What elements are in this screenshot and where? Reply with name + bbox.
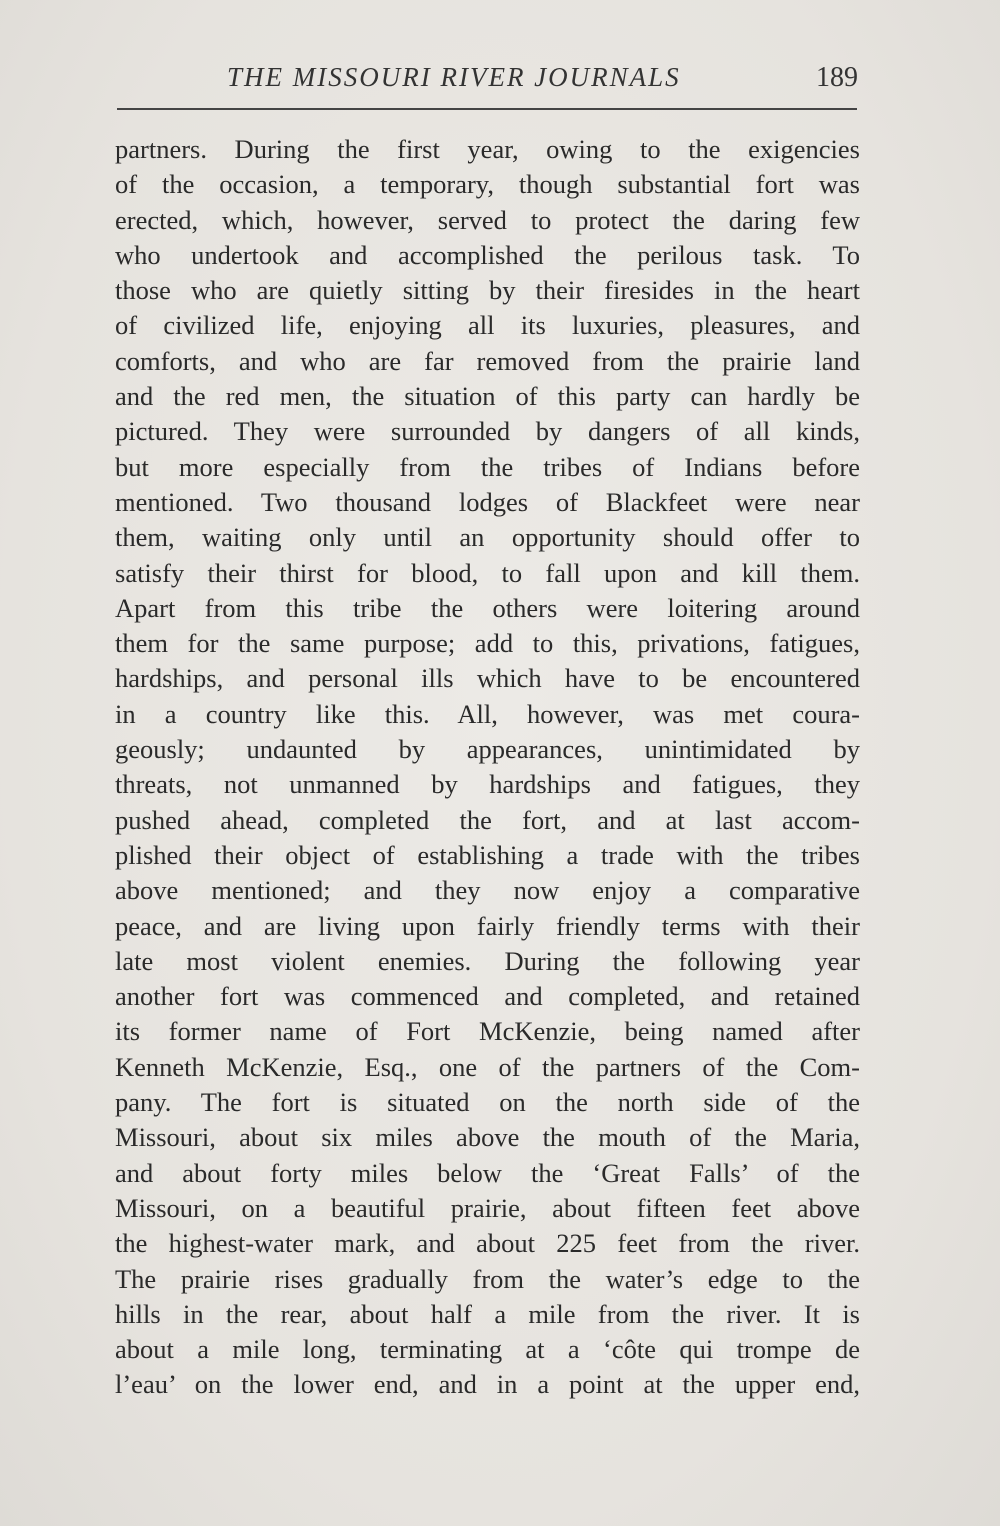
text-line: l’eau’ on the lower end, and in a point at the upper end, <box>115 1369 860 1400</box>
text-line: satisfy their thirst for blood, to fall upon and kill them. <box>115 557 860 588</box>
text-line: plished their object of establishing a trade with the tribes <box>115 839 860 870</box>
text-line: another fort was commenced and completed, and retained <box>115 981 860 1012</box>
text-line: The prairie rises gradually from the water’s edge to the <box>115 1263 860 1294</box>
text-line: of the occasion, a temporary, though substantial fort was <box>115 169 860 200</box>
text-line: the highest-water mark, and about 225 feet from the river. <box>115 1228 860 1259</box>
text-line: them, waiting only until an opportunity should offer to <box>115 522 860 553</box>
text-line: partners. During the first year, owing to the exigencies <box>115 134 860 164</box>
text-line: geously; undaunted by appearances, unintimidated by <box>115 734 860 765</box>
text-line: hardships, and personal ills which have to be encountered <box>115 663 860 694</box>
running-head <box>115 62 860 102</box>
text-line: mentioned. Two thousand lodges of Blackfeet were near <box>115 486 860 517</box>
text-line: late most violent enemies. During the following year <box>115 945 860 976</box>
running-title: THE MISSOURI RIVER JOURNALS <box>227 62 681 92</box>
text-line: and the red men, the situation of this party can hardly be <box>115 381 860 412</box>
text-line: in a country like this. All, however, was met coura- <box>115 698 860 729</box>
header-rule <box>117 108 857 110</box>
page-number: 189 <box>816 62 858 93</box>
text-line: threats, not unmanned by hardships and fatigues, they <box>115 769 860 800</box>
text-line: pushed ahead, completed the fort, and at last accom- <box>115 804 860 835</box>
text-line: peace, and are living upon fairly friendly terms with their <box>115 910 860 941</box>
text-line: pictured. They were surrounded by dangers of all kinds, <box>115 416 860 447</box>
text-line: above mentioned; and they now enjoy a comparative <box>115 875 860 906</box>
text-line: and about forty miles below the ‘Great Falls’ of the <box>115 1157 860 1188</box>
text-line: about a mile long, terminating at a ‘côte qui trompe de <box>115 1334 860 1365</box>
text-line: those who are quietly sitting by their firesides in the heart <box>115 275 860 306</box>
text-line: its former name of Fort McKenzie, being named after <box>115 1016 860 1047</box>
text-line: hills in the rear, about half a mile from the river. It is <box>115 1298 860 1329</box>
text-line: them for the same purpose; add to this, privations, fatigues, <box>115 628 860 659</box>
body-text <box>115 132 860 1403</box>
text-line: Apart from this tribe the others were loitering around <box>115 592 860 623</box>
text-line: of civilized life, enjoying all its luxuries, pleasures, and <box>115 310 860 341</box>
text-line: who undertook and accomplished the perilous task. To <box>115 239 860 270</box>
text-line: Missouri, about six miles above the mouth of the Maria, <box>115 1122 860 1153</box>
text-line: Kenneth McKenzie, Esq., one of the partners of the Com- <box>115 1051 860 1082</box>
text-line: erected, which, however, served to protect the daring few <box>115 204 860 235</box>
text-line: Missouri, on a beautiful prairie, about fifteen feet above <box>115 1192 860 1223</box>
text-line: comforts, and who are far removed from the prairie land <box>115 345 860 376</box>
text-line: but more especially from the tribes of Indians before <box>115 451 860 482</box>
text-line: pany. The fort is situated on the north side of the <box>115 1087 860 1118</box>
